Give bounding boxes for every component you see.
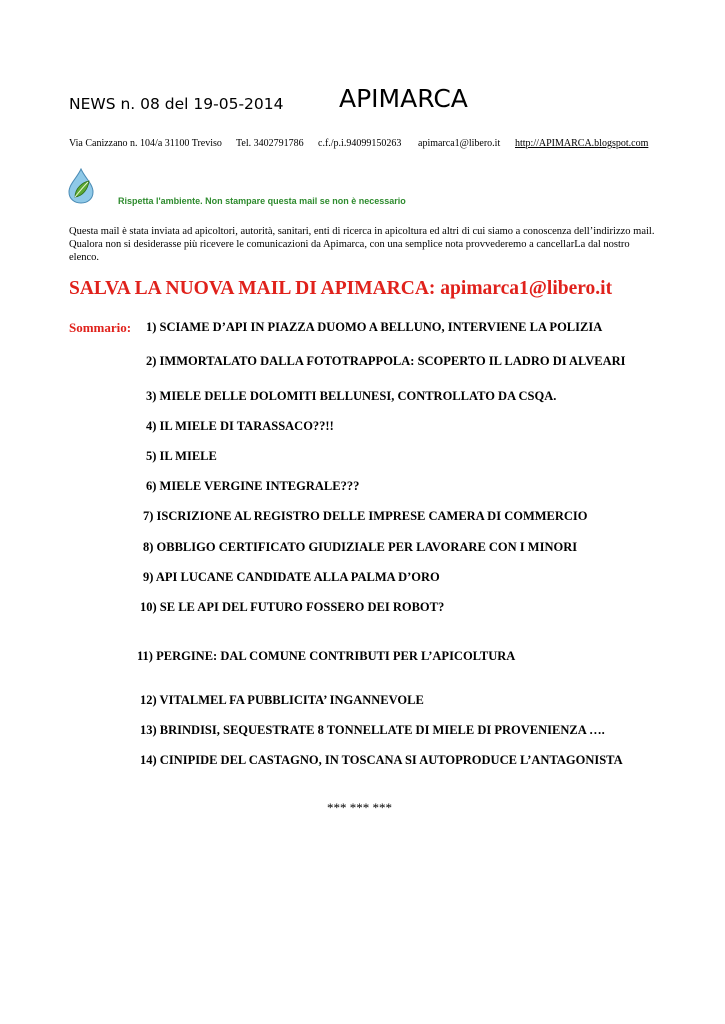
leaf-drop-icon (66, 168, 96, 204)
contact-phone: Tel. 3402791786 (236, 138, 304, 149)
toc-item: 10) SE LE API DEL FUTURO FOSSERO DEI ROBOT? (140, 600, 445, 614)
website-link[interactable]: http://APIMARCA.blogspot.com (515, 138, 649, 149)
toc-item: 8) OBBLIGO CERTIFICATO GIUDIZIALE PER LAVORARE CON I MINORI (143, 540, 578, 554)
toc-item: 13) BRINDISI, SEQUESTRATE 8 TONNELLATE DI MIELE DI PROVENIENZA …. (140, 723, 605, 737)
news-issue-label: NEWS n. 08 del 19-05-2014 (69, 95, 284, 113)
toc-item: 14) CINIPIDE DEL CASTAGNO, IN TOSCANA SI AUTOPRODUCE L’ANTAGONISTA (140, 753, 623, 767)
contact-email: apimarca1@libero.it (418, 138, 501, 149)
toc-item: 12) VITALMEL FA PUBBLICITA’ INGANNEVOLE (140, 693, 424, 707)
toc-item: 2) IMMORTALATO DALLA FOTOTRAPPOLA: SCOPERTO IL LADRO DI ALVEARI (146, 354, 626, 368)
brand-title: APIMARCA (339, 84, 468, 113)
toc-item: 3) MIELE DELLE DOLOMITI BELLUNESI, CONTROLLATO DA CSQA. (146, 389, 557, 403)
intro-paragraph: Questa mail è stata inviata ad apicoltori, autorità, sanitari, enti di ricerca in apicoltura ed altri di cui siamo a conoscenza dell’indirizzo mail. Qualora non si desiderasse più ricevere le comunicazioni da Apimarca, con una semplice nota provvederemo a cancellarLa dal nostro elenco. (69, 226, 655, 263)
toc-item: 7) ISCRIZIONE AL REGISTRO DELLE IMPRESE CAMERA DI COMMERCIO (143, 509, 588, 523)
toc-item: 6) MIELE VERGINE INTEGRALE??? (146, 479, 360, 493)
toc-item: 1) SCIAME D’API IN PIAZZA DUOMO A BELLUNO, INTERVIENE LA POLIZIA (146, 320, 603, 334)
toc-item: 11) PERGINE: DAL COMUNE CONTRIBUTI PER L’APICOLTURA (137, 649, 516, 663)
section-separator: *** *** *** (327, 800, 392, 815)
toc-item: 4) IL MIELE DI TARASSACO??!! (146, 419, 334, 433)
toc-item: 5) IL MIELE (146, 449, 217, 463)
contact-tax-id: c.f./p.i.94099150263 (318, 138, 402, 149)
eco-notice-text: Rispetta l'ambiente. Non stampare questa mail se non è necessario (118, 196, 406, 206)
headline-new-email: SALVA LA NUOVA MAIL DI APIMARCA: apimarca1@libero.it (69, 278, 613, 299)
contact-address: Via Canizzano n. 104/a 31100 Treviso (69, 138, 222, 149)
toc-item: 9) API LUCANE CANDIDATE ALLA PALMA D’ORO (143, 570, 440, 584)
sommario-label: Sommario: (69, 320, 132, 335)
